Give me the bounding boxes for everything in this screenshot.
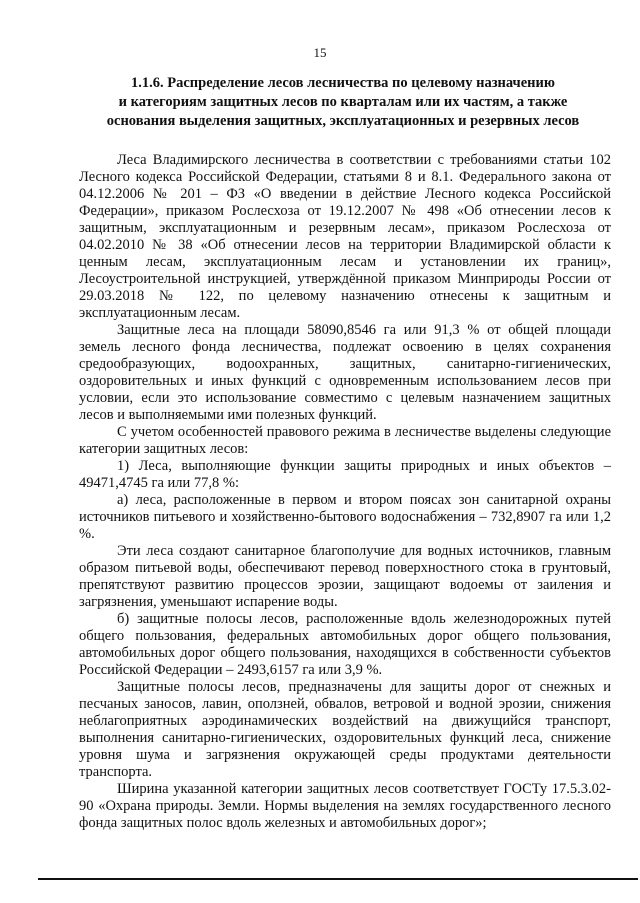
paragraph: Ширина указанной категории защитных лесов соответствует ГОСТу 17.5.3.02-90 «Охрана природы. Земли. Нормы выделения на землях государственного лесного фонда защитных полос вдоль железных и автомобильных дорог»; bbox=[79, 781, 611, 831]
body-text bbox=[79, 152, 611, 832]
paragraph: Защитные леса на площади 58090,8546 га или 91,3 % от общей площади земель лесного фонда лесничества, подлежат освоению в целях сохранения средообразующих, водоохранных, защитных, санитарно-гигиенических, оздоровительных и иных функций с одновременным использованием лесов при условии, если это использование совместимо с целевым назначением защитных лесов и выполняемыми ими полезных функций. bbox=[79, 322, 611, 423]
paragraph: а) леса, расположенные в первом и втором поясах зон санитарной охраны источников питьевого и хозяйственно-бытового водоснабжения – 732,8907 га или 1,2 %. bbox=[79, 492, 611, 542]
paragraph: 1) Леса, выполняющие функции защиты природных и иных объектов – 49471,4745 га или 77,8 %: bbox=[79, 458, 611, 491]
paragraph: Леса Владимирского лесничества в соответствии с требованиями статьи 102 Лесного кодекса Российской Федерации, статьями 8 и 8.1. Федерального закона от 04.12.2006 № 201 – ФЗ «О введении в действие Лесного кодекса Российской Федерации», приказом Рослесхоза от 19.12.2007 № 498 «Об отнесении лесов к защитным, эксплуатационным и резервным лесам», приказом Рослесхоза от 04.02.2010 № 38 «Об отнесении лесов на территории Владимирской области к ценным лесам, эксплуатационным лесам и установлении их границ», Лесоустроительной инструкцией, утверждённой приказом Минприроды России от 29.03.2018 № 122, по целевому назначению отнесены к защитным и эксплуатационным лесам. bbox=[79, 152, 611, 321]
heading-line-3: основания выделения защитных, эксплуатационных и резервных лесов bbox=[106, 113, 580, 129]
section-heading bbox=[88, 74, 598, 131]
heading-line-2: и категориям защитных лесов по кварталам или их частям, а также bbox=[118, 94, 568, 110]
paragraph: Эти леса создают санитарное благополучие для водных источников, главным образом питьевой воды, обеспечивают перевод поверхностного стока в грунтовый, препятствуют развитию процессов эрозии, защищают водоемы от заиления и загрязнения, уменьшают испарение воды. bbox=[79, 543, 611, 610]
paragraph: С учетом особенностей правового режима в лесничестве выделены следующие категории защитных лесов: bbox=[79, 424, 611, 457]
page-number: 15 bbox=[313, 45, 327, 60]
paragraph: Защитные полосы лесов, предназначены для защиты дорог от снежных и песчаных заносов, лавин, оползней, обвалов, ветровой и водной эрозии, снижения неблагоприятных аэродинамических воздействий на движущийся транспорт, выполнения санитарно-гигиенических, оздоровительных функций леса, снижение уровня шума и загрязнения окружающей среды продуктами деятельности транспорта. bbox=[79, 679, 611, 780]
paragraph: б) защитные полосы лесов, расположенные вдоль железнодорожных путей общего пользования, федеральных автомобильных дорог общего пользования, автомобильных дорог общего пользования, находящихся в собственности субъектов Российской Федерации – 2493,6157 га или 3,9 %. bbox=[79, 611, 611, 678]
heading-line-1: 1.1.6. Распределение лесов лесничества по целевому назначению bbox=[131, 75, 555, 91]
bottom-rule bbox=[38, 878, 638, 880]
